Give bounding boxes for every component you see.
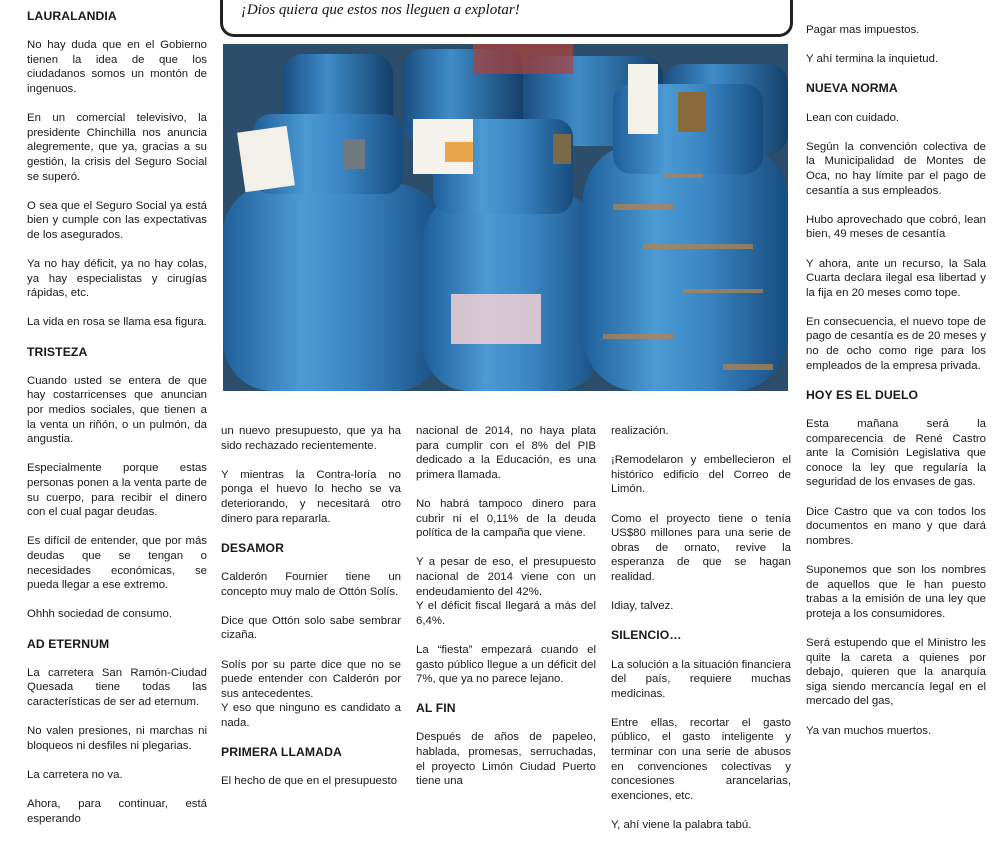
paragraph: nacional de 2014, no haya plata para cumplir con el 8% del PIB dedicado a la Educación, es una primera llamada. [416, 425, 596, 481]
paragraph: Después de años de papeleo, hablada, promesas, serruchadas, el proyecto Limón Ciudad Puerto tiene una [416, 731, 596, 788]
paragraph: Y ahí termina la inquietud. [806, 53, 939, 66]
paragraph: O sea que el Seguro Social ya está bien y cumple con las expectativas de los asegurados. [27, 199, 207, 241]
paragraph: Hubo aprovechado que cobró, lean bien, 49 meses de cesantía [806, 213, 986, 241]
paragraph: No habrá tampoco dinero para cubrir ni el 0,11% de la deuda política de la campaña que viene. [416, 497, 596, 540]
gas-cylinders-photo [223, 44, 788, 391]
paragraph: Y, ahí viene la palabra tabú. [611, 819, 752, 832]
pull-quote-box [220, 0, 793, 37]
paragraph: Cuando usted se entera de que hay costarricenses que anuncian por medios sociales, que tienen a la venta un riñón, o un pulmón, da angustia. [27, 374, 207, 446]
paragraph: La “fiesta” empezará cuando el gasto público llegue a un déficit del 7%, que ya no parece lejano. [416, 643, 596, 686]
paragraph: realización. [611, 425, 669, 437]
column-3 [416, 424, 596, 803]
paragraph: La carretera San Ramón-Ciudad Quesada tiene todas las características de ser ad eternum. [27, 666, 207, 708]
paragraph: Y eso que ninguno es candidato a nada. [221, 702, 401, 729]
paragraph: La carretera no va. [27, 768, 123, 781]
paragraph: No hay duda que en el Gobierno tienen la idea de que los ciudadanos somos un montón de ingenuos. [27, 39, 207, 95]
heading-desamor: DESAMOR [221, 540, 284, 555]
paragraph: Y el déficit fiscal llegará a más del 6,4%. [416, 600, 596, 627]
paragraph: Y ahora, ante un recurso, la Sala Cuarta declara ilegal esa libertad y la fija en 20 meses como tope. [806, 257, 986, 299]
heading-hoy-es-el-duelo: HOY ES EL DUELO [806, 387, 919, 402]
heading-primera-llamada: PRIMERA LLAMADA [221, 745, 342, 760]
paragraph: Como el proyecto tiene o tenía US$80 millones para una serie de obras de ornato, revive la esperanza de que se hagan realidad. [611, 512, 791, 583]
paragraph: En un comercial televisivo, la presidente Chinchilla nos anuncia alegremente, que ya, gracias a su gestión, la crisis del Seguro Social se superó. [27, 112, 207, 183]
paragraph: La solución a la situación financiera del país, requiere muchas medicinas. [611, 658, 791, 700]
heading-tristeza: TRISTEZA [27, 344, 88, 359]
column-1 [27, 9, 207, 841]
paragraph: Especialmente porque estas personas ponen a la venta parte de su cuerpo, para recibir el dinero con el cual pagar deudas. [27, 462, 207, 519]
paragraph: Ya no hay déficit, ya no hay colas, ya hay especialistas y cirugías rápidas, etc. [27, 258, 207, 300]
heading-al-fin: AL FIN [416, 701, 456, 716]
paragraph: un nuevo presupuesto, que ya ha sido rechazado recientemente. [221, 425, 401, 452]
heading-silencio: SILENCIO… [611, 628, 682, 643]
paragraph: Suponemos que son los nombres de aquellos que le han puesto trabas a la emisión de una ley que proteja a los consumidores. [806, 563, 986, 620]
column-2 [221, 424, 401, 803]
paragraph: Y mientras la Contra-loría no ponga el huevo lo hecho se va deteriorando, y necesitará otro dinero para repararla. [221, 468, 401, 525]
paragraph: El hecho de que en el presupuesto [221, 775, 398, 788]
heading-ad-eternum: AD ETERNUM [27, 636, 110, 651]
paragraph: La vida en rosa se llama esa figura. [27, 316, 207, 329]
paragraph: Calderón Fournier tiene un concepto muy malo de Ottón Solís. [221, 570, 401, 598]
paragraph: Dice Castro que va con todos los documentos en mano y que dará nombres. [806, 505, 986, 547]
paragraph: ¡Remodelaron y embellecieron el histórico edificio del Correo de Limón. [611, 454, 791, 496]
paragraph: Ya van muchos muertos. [806, 724, 932, 737]
gas-cylinders-illustration [223, 44, 788, 391]
paragraph: Ahora, para continuar, está esperando [27, 798, 207, 825]
paragraph: Esta mañana será la comparecencia de René Castro ante la Comisión Legislativa que conoce la ley que regularía la seguridad de los envases de gas. [806, 418, 986, 489]
heading-nueva-norma: NUEVA NORMA [806, 81, 898, 96]
paragraph: Y a pesar de eso, el presupuesto nacional de 2014 viene con un endeudamiento del 42%. [416, 556, 596, 598]
pull-quote: ¡Dios quiera que estos nos lleguen a explotar! [241, 2, 520, 18]
paragraph: Será estupendo que el Ministro les quite la careta a quienes por debajo, quieren que la anarquía siga siendo mercancía legal en el mercado del gas, [806, 636, 986, 708]
paragraph: En consecuencia, el nuevo tope de pago de cesantía es de 20 meses y no de ocho como rige para los empleados de la empresa privada. [806, 315, 986, 372]
paragraph: Ohhh sociedad de consumo. [27, 608, 173, 621]
paragraph: No valen presiones, ni marchas ni bloqueos ni desfiles ni plegarias. [27, 725, 207, 752]
paragraph: Dice que Ottón solo sabe sembrar cizaña. [221, 614, 401, 642]
column-5 [806, 23, 986, 753]
paragraph: Idiay, talvez. [611, 600, 674, 613]
paragraph: Según la convención colectiva de la Municipalidad de Montes de Oca, no hay límite par el pago de cesantía a sus empleados. [806, 140, 986, 197]
heading-lauralandia: LAURALANDIA [27, 9, 117, 23]
paragraph: Lean con cuidado. [806, 111, 900, 124]
paragraph: Entre ellas, recortar el gasto público, el gasto inteligente y terminar con una serie de abusos en convenciones colectivas y concesiones arancelarias, exenciones, etc. [611, 716, 791, 802]
paragraph: Solís por su parte dice que no se puede entender con Calderón por sus antecedentes. [221, 658, 401, 700]
column-4 [611, 424, 791, 847]
paragraph: Pagar mas impuestos. [806, 24, 920, 36]
paragraph: Es difícil de entender, que por más deudas que se tengan o necesidades económicas, se pueda llegar a ese extremo. [27, 535, 207, 592]
